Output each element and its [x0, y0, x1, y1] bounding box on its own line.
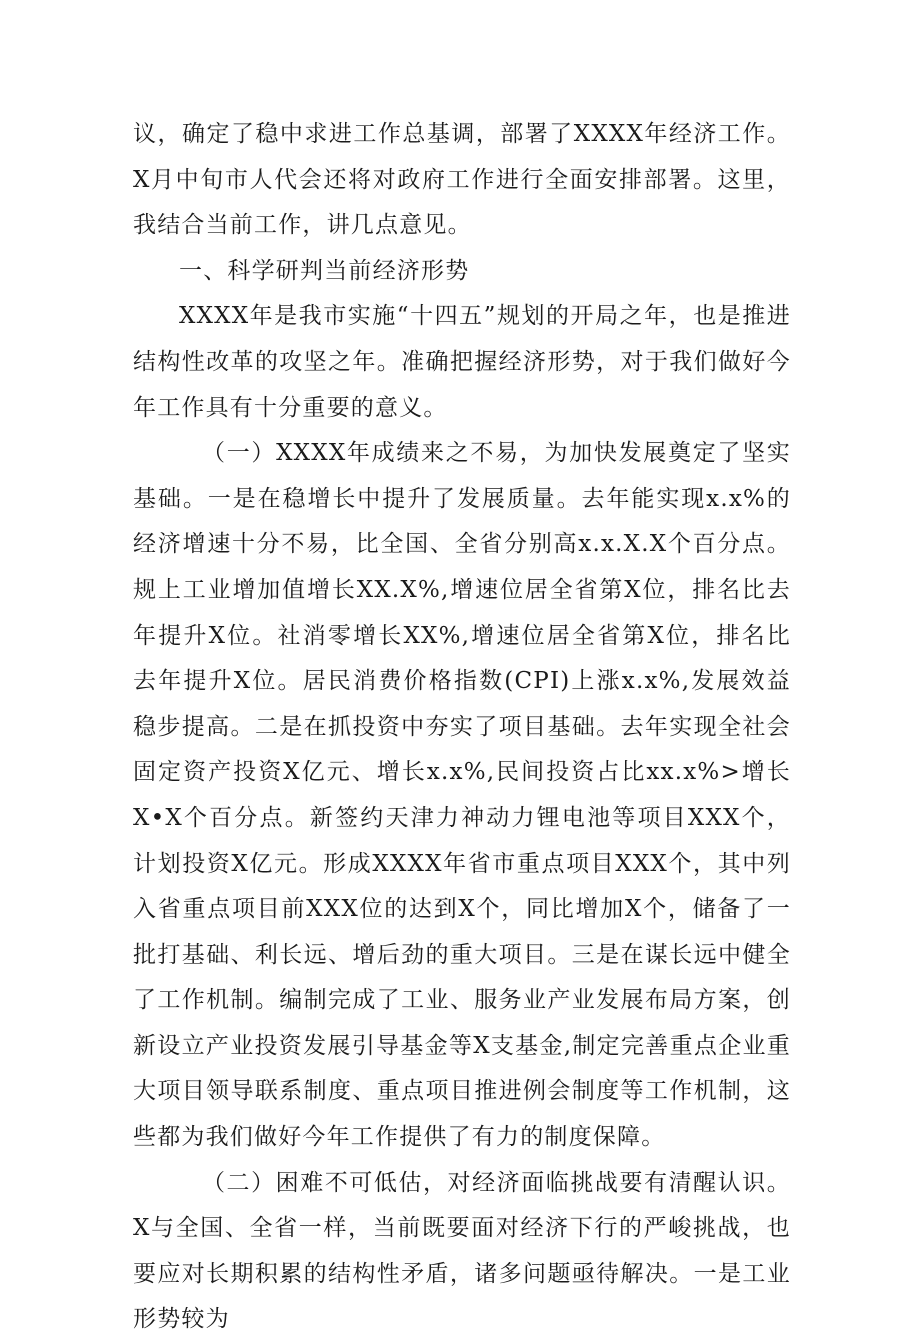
- document-body: [133, 112, 791, 1343]
- paragraph-challenges: （二）困难不可低估，对经济面临挑战要有清醒认识。X与全国、全省一样，当前既要面对经济下行的严峻挑战，也要应对长期积累的结构性矛盾，诸多问题亟待解决。一是工业形势较为: [133, 1169, 791, 1333]
- section-heading-1: 一、科学研判当前经济形势: [179, 257, 470, 284]
- paragraph-continuation: 议，确定了稳中求进工作总基调，部署了XXXX年经济工作。X月中旬市人代会还将对政府工作进行全面安排部署。这里，我结合当前工作，讲几点意见。: [133, 121, 791, 239]
- paragraph-intro: XXXX年是我市实施“十四五”规划的开局之年，也是推进结构性改革的攻坚之年。准确把握经济形势，对于我们做好今年工作具有十分重要的意义。: [133, 303, 791, 421]
- paragraph-achievements: （一）XXXX年成绩来之不易，为加快发展奠定了坚实基础。一是在稳增长中提升了发展质量。去年能实现x.x%的经济增速十分不易，比全国、全省分别高x.x.X.X个百分点。规上工业增加值增长XX.X%,增速位居全省第X位，排名比去年提升X位。社消零增长XX%,增速位居全省第X位，排名比去年提升X位。居民消费价格指数(CPI)上涨x.x%,发展效益稳步提高。二是在抓投资中夯实了项目基础。去年实现全社会固定资产投资X亿元、增长x.x%,民间投资占比xx.x%>增长X•X个百分点。新签约天津力神动力锂电池等项目XXX个，计划投资X亿元。形成XXXX年省市重点项目XXX个，其中列入省重点项目前XXX位的达到X个，同比增加X个，储备了一批打基础、利长远、增后劲的重大项目。三是在谋长远中健全了工作机制。编制完成了工业、服务业产业发展布局方案，创新设立产业投资发展引导基金等X支基金,制定完善重点企业重大项目领导联系制度、重点项目推进例会制度等工作机制，这些都为我们做好今年工作提供了有力的制度保障。: [133, 440, 791, 1151]
